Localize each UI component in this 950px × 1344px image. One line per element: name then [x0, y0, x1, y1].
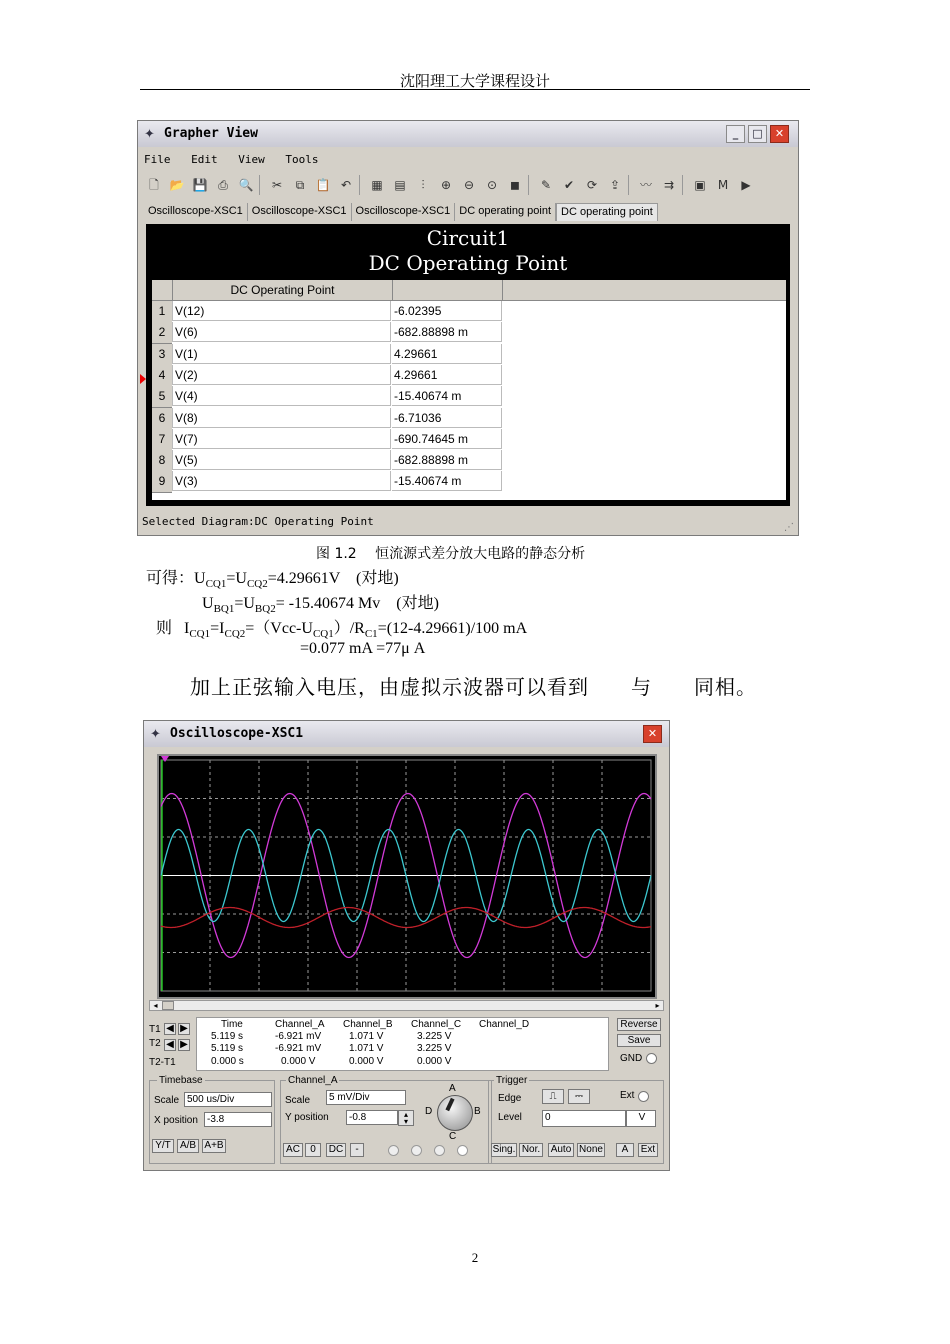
row-value: -15.40674 m — [392, 386, 502, 406]
menu-view[interactable]: View — [238, 153, 265, 166]
level-field[interactable]: 0 — [542, 1110, 626, 1127]
tab-oscilloscope-3[interactable]: Oscilloscope-XSC1 — [352, 203, 456, 221]
equation-3: 则 $I_{CQ1}=I_{CQ2}=(Vcc-U_{CQ1})/R_{C1}=(12-4.29661)/100$ mA — [156, 620, 528, 641]
coupling-ac-button[interactable]: AC — [283, 1143, 303, 1157]
overlay-icon[interactable]: ⇉ — [663, 178, 675, 192]
cursors-icon[interactable]: ⫶ — [421, 178, 425, 192]
diagram-title: Circuit1 — [426, 226, 510, 250]
undo-icon[interactable]: ↶ — [340, 178, 352, 192]
row-number: 5 — [152, 386, 172, 408]
header-rule — [140, 89, 810, 90]
row-value: -690.74645 m — [392, 429, 502, 449]
t21-ch-c: 0.000 V — [417, 1056, 452, 1067]
row-number: 4 — [152, 365, 172, 387]
scroll-left-icon[interactable]: ◂ — [153, 1001, 158, 1010]
t2-time: 5.119 s — [211, 1043, 244, 1054]
toolbar-separator — [259, 175, 264, 195]
channel-radio-c[interactable] — [434, 1145, 445, 1156]
dc-op-table — [152, 280, 786, 500]
reverse-button[interactable]: Reverse — [617, 1018, 661, 1031]
t2-left-arrow-icon[interactable]: ◀ — [164, 1039, 176, 1051]
channel-select-knob[interactable] — [437, 1095, 473, 1131]
print-preview-icon[interactable]: 🔍 — [238, 178, 254, 192]
channel-radio-d[interactable] — [457, 1145, 468, 1156]
table-header-cell: DC Operating Point — [172, 280, 393, 300]
export-icon[interactable]: ⇪ — [609, 178, 621, 192]
knob-label-d: D — [425, 1106, 433, 1117]
diagram-panel[interactable] — [146, 224, 790, 506]
grid-icon[interactable]: ▦ — [371, 178, 383, 192]
menu-edit[interactable]: Edit — [191, 153, 218, 166]
new-icon[interactable]: 🗋 — [149, 178, 159, 192]
trigger-label: Trigger — [496, 1075, 528, 1086]
status-bar: Selected Diagram:DC Operating Point — [142, 515, 374, 528]
app-icon: ✦ — [144, 127, 155, 142]
page-number: 2 — [471, 1250, 479, 1265]
mode-yt-button[interactable]: Y/T — [152, 1139, 174, 1153]
timebase-scale-field[interactable]: 500 us/Div — [184, 1092, 272, 1107]
row-number: 8 — [152, 450, 172, 472]
row-value: 4.29661 — [392, 365, 502, 385]
timebase-label: Timebase — [159, 1075, 203, 1086]
t2-right-arrow-icon[interactable]: ▶ — [178, 1039, 190, 1051]
row-value: -682.88898 m — [392, 322, 502, 342]
zoom-in-icon[interactable]: ⊕ — [440, 178, 452, 192]
export-mathcad-icon[interactable]: M — [717, 178, 729, 192]
scope-scrollbar[interactable] — [149, 1000, 664, 1011]
t1-time: 5.119 s — [211, 1031, 244, 1042]
menu-file[interactable]: File — [144, 153, 171, 166]
scope-title: Oscilloscope-XSC1 — [170, 726, 304, 741]
row-label: V(4) — [172, 386, 391, 406]
cut-icon[interactable]: ✂ — [271, 178, 283, 192]
t1-ch-c: 3.225 V — [417, 1031, 452, 1042]
row-number: 6 — [152, 408, 172, 430]
mode-ab-button[interactable]: A/B — [177, 1139, 199, 1153]
tab-oscilloscope-1[interactable]: Oscilloscope-XSC1 — [144, 203, 248, 221]
trigger-none-button[interactable]: None — [577, 1143, 605, 1157]
trigger-normal-button[interactable]: Nor. — [519, 1143, 543, 1157]
row-pointer-marker — [140, 374, 146, 384]
t1-left-arrow-icon[interactable]: ◀ — [164, 1023, 176, 1035]
figure-caption: 图 1.2 恒流源式差分放大电路的静态分析 — [316, 546, 586, 562]
paste-icon[interactable]: 📋 — [315, 178, 331, 192]
waveform-plot — [159, 756, 655, 997]
reverse-colors-icon[interactable]: ◼ — [510, 178, 520, 192]
oscilloscope-window — [143, 720, 670, 1171]
row-label: V(3) — [172, 471, 391, 491]
table-row[interactable] — [152, 365, 502, 386]
equation-1-text: =4.29661V (对地) — [267, 570, 399, 587]
equation-4: =0.077 mA =77μ A — [300, 640, 426, 657]
t2-ch-a: -6.921 mV — [275, 1043, 322, 1054]
t2-t1-label: T2-T1 — [149, 1057, 176, 1068]
t2-ch-b: 1.071 V — [349, 1043, 384, 1054]
table-row[interactable] — [152, 429, 502, 450]
row-label: V(7) — [172, 429, 391, 449]
table-row[interactable] — [152, 344, 502, 365]
row-number: 1 — [152, 301, 172, 323]
toolbar-separator — [359, 175, 364, 195]
trigger-source-a-button[interactable]: A — [616, 1143, 634, 1157]
row-value: -6.71036 — [392, 408, 502, 428]
toolbar-separator — [682, 175, 687, 195]
x-position-field[interactable]: -3.8 — [204, 1112, 272, 1127]
t2-ch-c: 3.225 V — [417, 1043, 452, 1054]
table-row[interactable] — [152, 408, 502, 429]
t21-ch-a: 0.000 V — [281, 1056, 316, 1067]
body-paragraph: 加上正弦输入电压，由虚拟示波器可以看到 与 同相。 — [190, 675, 757, 699]
copy-icon[interactable]: ⧉ — [295, 178, 305, 192]
zoom-out-icon[interactable]: ⊖ — [463, 178, 475, 192]
row-label: V(2) — [172, 365, 391, 385]
y-position-spinner-icon[interactable]: ▴ ▾ — [398, 1110, 414, 1126]
channel-radio-a[interactable] — [388, 1145, 399, 1156]
ext-radio[interactable] — [638, 1091, 649, 1102]
row-number: 7 — [152, 429, 172, 451]
grapher-window — [137, 120, 799, 536]
x-position-label: X position — [154, 1115, 198, 1126]
t1-label: T1 — [149, 1024, 161, 1035]
close-button[interactable]: ✕ — [770, 125, 789, 143]
save-button[interactable]: Save — [617, 1034, 661, 1047]
save-icon[interactable]: 💾 — [192, 178, 208, 192]
grapher-titlebar[interactable] — [138, 121, 798, 147]
app-icon: ✦ — [150, 727, 161, 742]
coupling-minus-button[interactable]: - — [350, 1143, 364, 1157]
edge-label: Edge — [498, 1093, 522, 1104]
table-row[interactable] — [152, 322, 502, 343]
maximize-button[interactable]: □ — [748, 125, 767, 143]
readout-table — [196, 1017, 609, 1071]
col-channel-c: Channel_C — [411, 1019, 462, 1030]
toolbar — [144, 175, 756, 197]
table-row[interactable] — [152, 386, 502, 407]
row-value: -15.40674 m — [392, 471, 502, 491]
equation-3-text: =(12-4.29661)/100 mA — [377, 620, 528, 637]
equation-1-prefix: 可得： — [146, 570, 195, 587]
resize-grip[interactable]: ⋰ — [784, 522, 794, 533]
channel-radio-b[interactable] — [411, 1145, 422, 1156]
row-label: V(1) — [172, 344, 391, 364]
level-label: Level — [498, 1112, 522, 1123]
t21-time: 0.000 s — [211, 1056, 244, 1067]
menu-bar — [144, 153, 333, 166]
table-row[interactable] — [152, 471, 502, 492]
level-unit-select[interactable]: V — [626, 1110, 656, 1127]
channel-scale-label: Scale — [285, 1095, 311, 1106]
trigger-single-button[interactable]: Sing. — [492, 1144, 516, 1155]
print-icon[interactable]: ⎙ — [218, 178, 228, 192]
gnd-label: GND — [620, 1053, 643, 1064]
equation-3-prefix: 则 — [156, 620, 173, 637]
equation-2-text: = -15.40674 Mv (对地) — [275, 595, 439, 612]
row-number: 2 — [152, 322, 172, 344]
col-channel-d: Channel_D — [479, 1019, 530, 1030]
tab-oscilloscope-2[interactable]: Oscilloscope-XSC1 — [248, 203, 352, 221]
diagram-subtitle: DC Operating Point — [368, 251, 568, 275]
t21-ch-b: 0.000 V — [349, 1056, 384, 1067]
tab-dc-op-1[interactable]: DC operating point — [455, 203, 556, 221]
scroll-thumb[interactable] — [162, 1001, 174, 1010]
table-header-cell-empty — [392, 280, 503, 300]
trigger-auto-button[interactable]: Auto — [548, 1143, 574, 1157]
table-header-row — [152, 280, 786, 301]
ext-label: Ext — [620, 1090, 635, 1101]
close-button[interactable]: ✕ — [643, 725, 662, 743]
row-value: -682.88898 m — [392, 450, 502, 470]
timebase-scale-label: Scale — [154, 1095, 180, 1106]
export-excel-icon[interactable]: ▣ — [694, 178, 706, 192]
t1-right-arrow-icon[interactable]: ▶ — [178, 1023, 190, 1035]
coupling-dc-button[interactable]: DC — [326, 1143, 346, 1157]
t2-label: T2 — [149, 1038, 161, 1049]
col-time: Time — [221, 1019, 243, 1030]
trace-icon[interactable]: 〰 — [639, 178, 652, 192]
y-position-label: Y position — [285, 1112, 329, 1123]
knob-label-b: B — [474, 1106, 481, 1117]
tab-strip — [144, 203, 658, 221]
coupling-zero-button[interactable]: 0 — [305, 1143, 321, 1157]
row-label: V(5) — [172, 450, 391, 470]
menu-tools[interactable]: Tools — [285, 153, 319, 166]
row-label: V(6) — [172, 322, 391, 342]
rotate-icon[interactable]: ⟳ — [586, 178, 598, 192]
minimize-button[interactable]: _ — [726, 125, 745, 143]
mode-aplusb-button[interactable]: A+B — [202, 1139, 226, 1153]
legend-icon[interactable]: ▤ — [394, 178, 406, 192]
knob-label-a: A — [449, 1083, 456, 1094]
properties-icon[interactable]: ✎ — [540, 178, 552, 192]
scope-titlebar[interactable] — [144, 721, 669, 747]
zoom-area-icon[interactable]: ⊙ — [486, 178, 498, 192]
knob-label-c: C — [449, 1131, 457, 1142]
table-row[interactable] — [152, 450, 502, 471]
equation-1: 可得：$U_{CQ1}=U_{CQ2}=4.29661V$ (对地) — [146, 570, 399, 591]
t1-ch-b: 1.071 V — [349, 1031, 384, 1042]
row-value: -6.02395 — [392, 301, 502, 321]
row-label: V(8) — [172, 408, 391, 428]
check-icon[interactable]: ✔ — [563, 178, 575, 192]
col-channel-b: Channel_B — [343, 1019, 393, 1030]
run-icon[interactable]: ▶ — [741, 178, 751, 192]
t1-ch-a: -6.921 mV — [275, 1031, 322, 1042]
equation-2: $U_{BQ1}=U_{BQ2}= -15.40674$ Mv (对地) — [202, 595, 439, 616]
channel-label: Channel_A — [288, 1075, 338, 1086]
tab-dc-op-2[interactable]: DC operating point — [556, 203, 658, 221]
open-icon[interactable]: 📂 — [169, 178, 185, 192]
scroll-right-icon[interactable]: ▸ — [655, 1001, 660, 1010]
trigger-source-ext-button[interactable]: Ext — [638, 1143, 658, 1157]
grapher-title: Grapher View — [164, 126, 258, 141]
page-header: 沈阳理工大学课程设计 — [399, 72, 550, 90]
rising-edge-icon[interactable]: ⎍ — [542, 1089, 564, 1104]
row-label: V(12) — [172, 301, 391, 321]
channel-scale-field[interactable]: 5 mV/Div — [326, 1090, 406, 1105]
y-position-field[interactable]: -0.8 — [346, 1110, 398, 1125]
col-channel-a: Channel_A — [275, 1019, 325, 1030]
row-number: 9 — [152, 471, 172, 493]
toolbar-separator — [528, 175, 533, 195]
table-row[interactable] — [152, 301, 502, 322]
row-value: 4.29661 — [392, 344, 502, 364]
falling-edge-icon[interactable]: ⎓ — [568, 1089, 590, 1104]
scope-screen[interactable] — [157, 754, 657, 999]
toolbar-separator — [628, 175, 633, 195]
row-number: 3 — [152, 344, 172, 366]
gnd-radio[interactable] — [646, 1053, 657, 1064]
